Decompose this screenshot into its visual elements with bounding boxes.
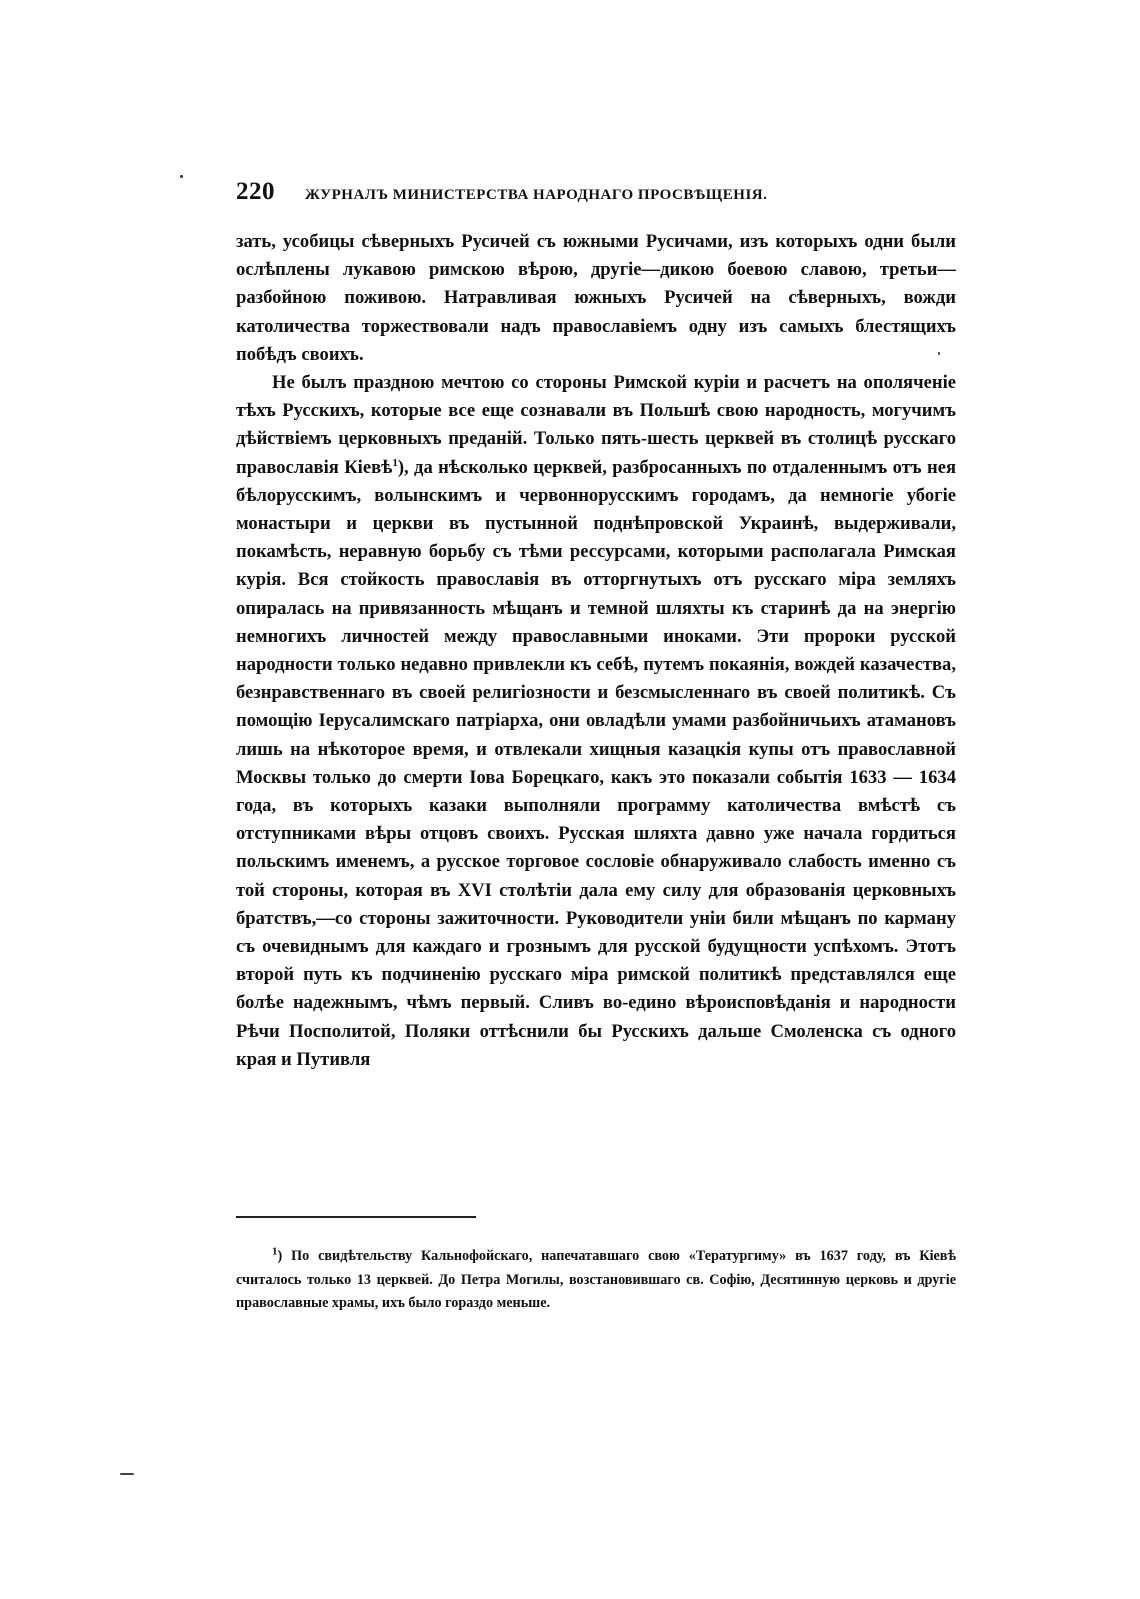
footnote: [236, 1245, 956, 1316]
scan-speck: [938, 352, 940, 355]
running-title: ЖУРНАЛЪ МИНИСТЕРСТВА НАРОДНАГО ПРОСВѢЩЕНІЯ.: [305, 187, 768, 203]
footnote-reference: 1: [392, 456, 398, 469]
footnote-text: ) По свидѣтельству Кальнофойскаго, напечатавшаго свою «Тератургиму» въ 1637 году, въ Кіевѣ считалось только 13 церквей. До Петра Могилы, возстановившаго св. Софію, Десятинную церковь и другіе православные храмы, ихъ было гораздо меньше.: [236, 1248, 956, 1312]
paragraph-2-part-1: Не былъ праздною мечтою со стороны Римской куріи и расчетъ на ополяченіе тѣхъ Русскихъ, которые все еще сознавали въ Польшѣ свою народность, могучимъ дѣйствіемъ церковныхъ преданій. Только пять-шесть церквей въ столицѣ русскаго православія Кіевѣ: [236, 372, 956, 478]
paragraph-2: [236, 369, 956, 1074]
paragraph-1: зать, усобицы сѣверныхъ Русичей съ южными Русичами, изъ которыхъ одни были ослѣплены лукавою римскою вѣрою, другіе—дикою боевою славою, третьи—разбойною поживою. Натравливая южныхъ Русичей на сѣверныхъ, вожди католичества торжествовали надъ православіемъ одну изъ самыхъ блестящихъ побѣдъ своихъ.: [236, 231, 956, 365]
footnote-divider: [236, 1216, 476, 1218]
footnote-marker: 1: [272, 1245, 278, 1258]
paragraph-2-part-2: ), да нѣсколько церквей, разбросанныхъ по отдаленнымъ отъ нея бѣлорусскимъ, волынскимъ и червоннорусскимъ городамъ, да немногіе убогіе монастыри и церкви въ пустынной поднѣпровской Украинѣ, выдерживали, покамѣсть, неравную борьбу съ тѣми рессурсами, которыми располагала Римская курія. Вся стойкость православія въ отторгнутыхъ отъ русскаго міра земляхъ опиралась на привязанность мѣщанъ и темной шляхты къ старинѣ да на энергію немногихъ личностей между православными иноками. Эти пророки русской народности только недавно привлекли къ себѣ, путемъ покаянія, вождей казачества, безнравственнаго въ своей религіозности и безсмысленнаго въ своей политикѣ. Съ помощію Іерусалимскаго патріарха, они овладѣли умами разбойничьихъ атамановъ лишь на нѣкоторое время, и отвлекали хищныя казацкія купы отъ православной Москвы только до смерти Іова Борецкаго, какъ это показали событія 1633 — 1634 года, въ которыхъ казаки выполняли программу католичества вмѣстѣ съ отступниками вѣры отцовъ своихъ. Русская шляхта давно уже начала гордиться польскимъ именемъ, а русское торговое сословіе обнаруживало слабость именно съ той стороны, которая въ XVI столѣтіи дала ему силу для образованія церковныхъ братствъ,—со стороны зажиточности. Руководители уніи били мѣщанъ по карману съ очевиднымъ для каждаго и грознымъ для русской будущности успѣхомъ. Этотъ второй путь къ подчиненію русскаго міра римской политикѣ представлялся еще болѣе надежнымъ, чѣмъ первый. Сливъ во-едино вѣроисповѣданія и народности Рѣчи Посполитой, Поляки оттѣснили бы Русскихъ дальше Смоленска съ одного края и Путивля: [236, 456, 957, 1070]
scan-speck: [120, 1473, 134, 1475]
page-header: [236, 178, 956, 206]
page-number: 220: [236, 178, 275, 205]
scan-speck: [180, 175, 183, 178]
main-text: [236, 228, 956, 1074]
